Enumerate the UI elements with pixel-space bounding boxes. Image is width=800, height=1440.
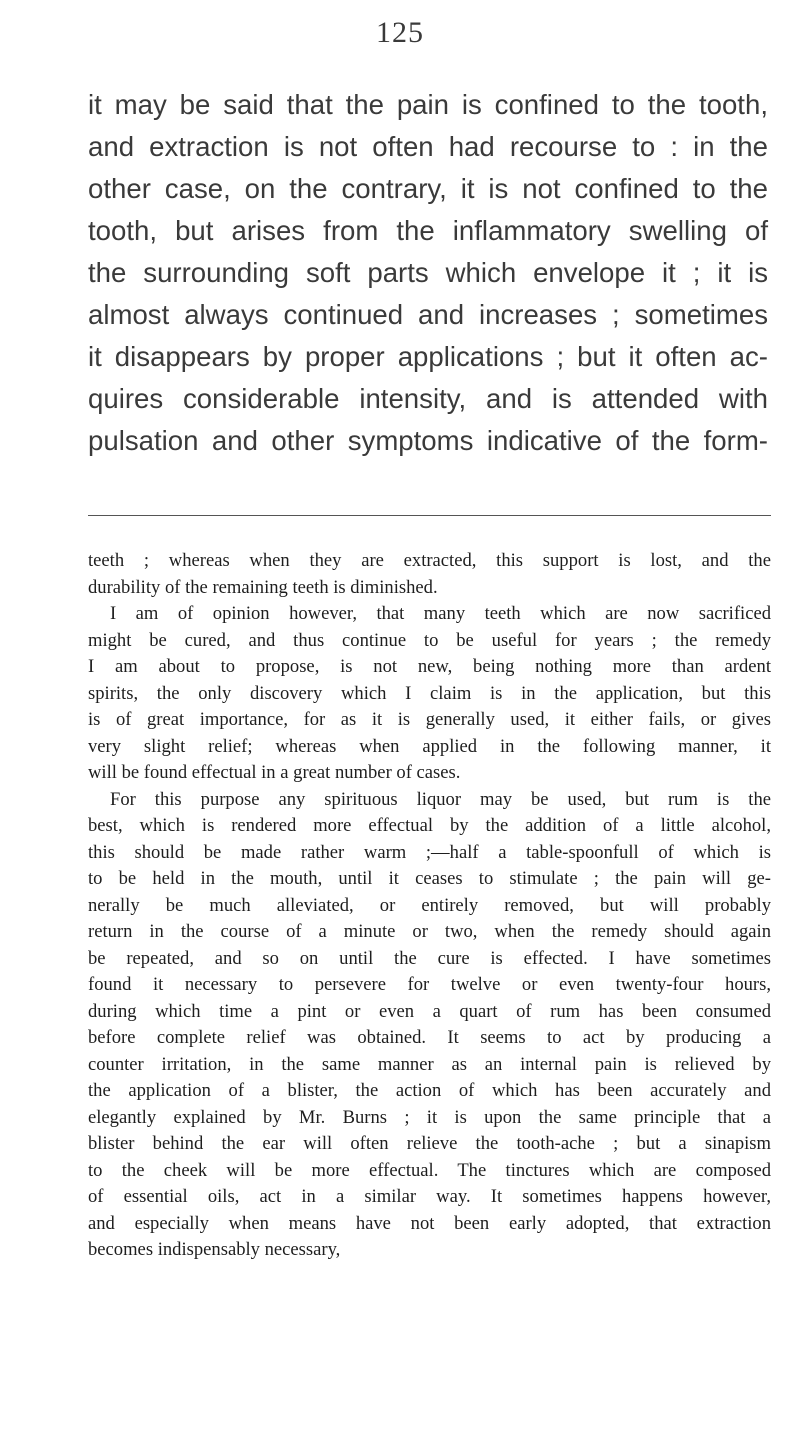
footnote-line: I am of opinion however, that many teeth which are now sacrificed (110, 603, 771, 624)
footnote-line: of essential oils, act in a similar way. It sometimes happens however, (88, 1186, 771, 1207)
footnote-text (88, 548, 771, 1264)
footnote-line: before complete relief was obtained. It seems to act by producing a (88, 1027, 771, 1048)
footnote-line: elegantly explained by Mr. Burns ; it is upon the same principle that a (88, 1106, 771, 1128)
page-number: 125 (376, 16, 424, 49)
footnote-line: very slight relief; whereas when applied in the following manner, it (88, 735, 771, 757)
footnote-line: For this purpose any spirituous liquor may be used, but rum is the (110, 788, 771, 810)
main-line: the surrounding soft parts which envelope it ; it is (88, 257, 768, 288)
main-line: and extraction is not often had recourse to : in the (88, 131, 768, 162)
footnote-line: best, which is rendered more effectual by the addition of a little alcohol, (88, 815, 771, 836)
main-line: other case, on the contrary, it is not confined to the (88, 173, 768, 204)
footnote-divider (88, 515, 771, 516)
main-line: tooth, but arises from the inflammatory swelling of (88, 215, 768, 246)
main-line: quires considerable intensity, and is attended with (88, 383, 768, 414)
footnote-line: this should be made rather warm ;—half a table-spoonfull of which is (88, 841, 771, 863)
footnote-line: be repeated, and so on until the cure is effected. I have sometimes (88, 947, 771, 969)
footnote-line: counter irritation, in the same manner as an internal pain is relieved by (88, 1053, 771, 1075)
footnote-line: return in the course of a minute or two, when the remedy should again (88, 921, 771, 942)
main-line: almost always continued and increases ; sometimes (88, 299, 768, 330)
footnote-line: durability of the remaining teeth is diminished. (88, 576, 438, 598)
footnote-line: will be found effectual in a great number of cases. (88, 762, 461, 783)
main-line: it may be said that the pain is confined to the tooth, (88, 89, 768, 120)
main-body-text (88, 84, 768, 462)
main-line: pulsation and other symptoms indicative of the form- (88, 425, 768, 456)
footnote-line: is of great importance, for as it is generally used, it either fails, or gives (88, 709, 771, 730)
main-line: it disappears by proper applications ; but it often ac- (88, 341, 768, 372)
footnote-line: during which time a pint or even a quart of rum has been consumed (88, 1000, 771, 1022)
footnote-line: teeth ; whereas when they are extracted, this support is lost, and the (88, 550, 771, 571)
footnote-line: spirits, the only discovery which I claim is in the application, but this (88, 682, 771, 704)
footnote-line: the application of a blister, the action of which has been accurately and (88, 1080, 771, 1101)
footnote-line: found it necessary to persevere for twelve or even twenty-four hours, (88, 974, 771, 995)
footnote-line: to the cheek will be more effectual. The tinctures which are composed (88, 1159, 771, 1181)
footnote-line: might be cured, and thus continue to be useful for years ; the remedy (88, 629, 771, 651)
footnote-line: blister behind the ear will often relieve the tooth-ache ; but a sinapism (88, 1133, 771, 1154)
footnote-line: becomes indispensably necessary, (88, 1239, 341, 1260)
footnote-line: to be held in the mouth, until it ceases to stimulate ; the pain will ge- (88, 868, 771, 889)
footnote-line: nerally be much alleviated, or entirely removed, but will probably (88, 894, 771, 916)
footnote-line: I am about to propose, is not new, being nothing more than ardent (88, 656, 771, 677)
footnote-line: and especially when means have not been early adopted, that extraction (88, 1212, 771, 1234)
